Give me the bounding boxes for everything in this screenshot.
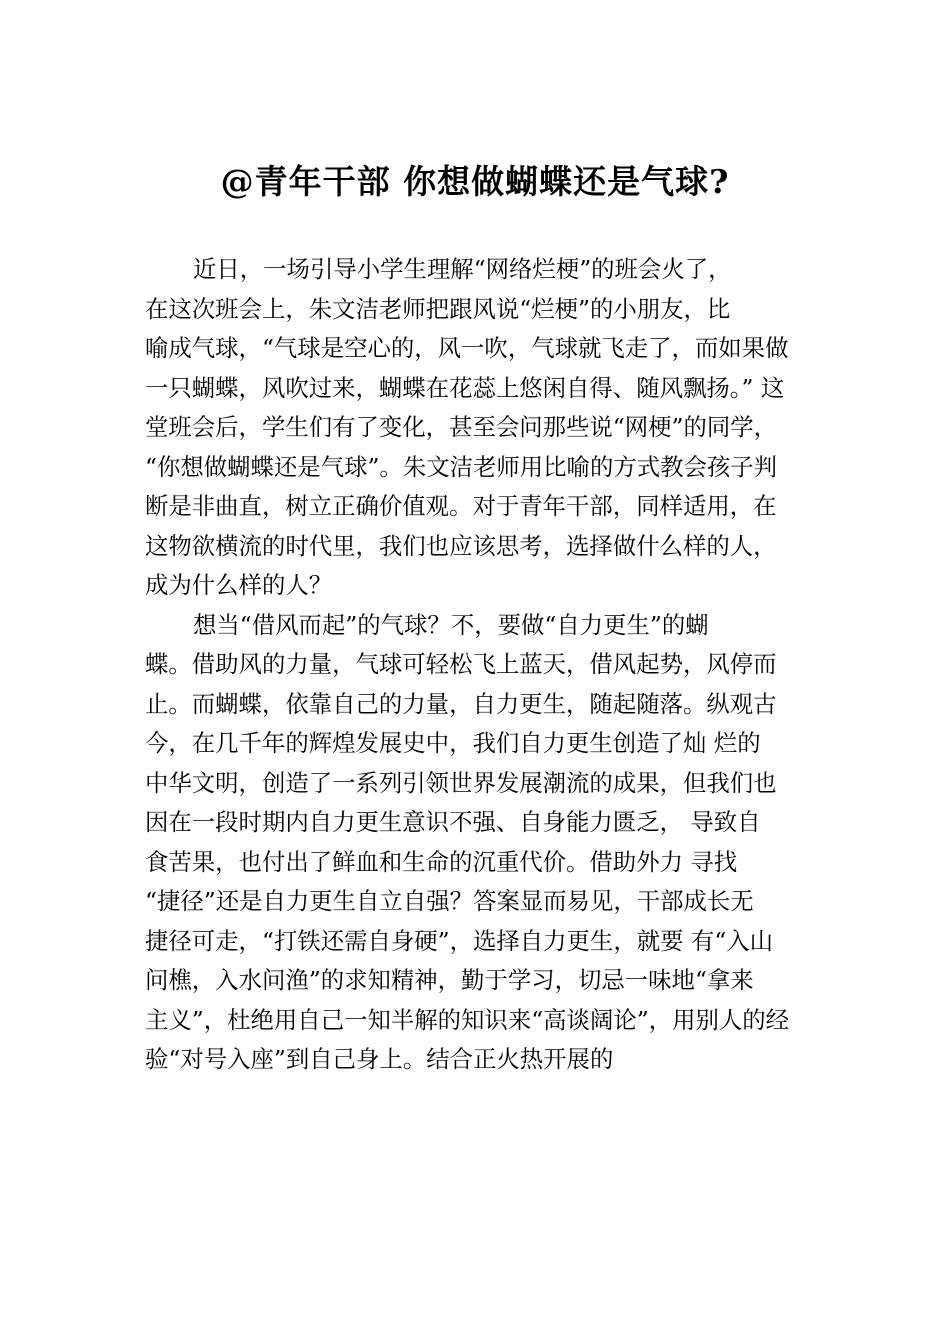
text-line: “你想做蝴蝶还是气球”。朱文洁老师用比喻的方式教会孩子判	[145, 452, 778, 481]
text-line: 一只蝴蝶，风吹过来，蝴蝶在花蕊上悠闲自得、随风飘扬。” 这	[145, 373, 785, 402]
text-line: 问樵，入水问渔”的求知精神，勤于学习，切忌一味地“拿来	[145, 966, 754, 994]
text-line: 今，在几千年的辉煌发展史中，我们自力更生创造了灿 烂的	[145, 729, 761, 757]
text-line: 断是非曲直，树立正确价值观。对于青年干部，同样适用，在	[145, 492, 777, 520]
text-line: 想当“借风而起”的气球？不，要做“自力更生”的蝴	[193, 610, 709, 639]
text-line: “捷径”还是自力更生自立自强？答案显而易见，干部成长无	[145, 887, 754, 915]
text-line: 在这次班会上，朱文洁老师把跟风说“烂梗”的小朋友，比	[145, 294, 731, 323]
article-body	[145, 250, 845, 1080]
paragraph-1	[145, 250, 845, 606]
text-line: 捷径可走，“打铁还需自身硬”，选择自力更生，就要 有“入山	[145, 926, 774, 955]
article-title: @青年干部 你想做蝴蝶还是气球?	[220, 162, 730, 201]
text-line: 成为什么样的人？	[145, 571, 333, 599]
text-line: 近日，一场引导小学生理解“网络烂梗”的班会火了，	[193, 255, 732, 283]
text-line: 止。而蝴蝶，依靠自己的力量，自力更生，随起随落。纵观古	[145, 689, 777, 718]
text-line: 验“对号入座”到自己身上。结合正火热开展的	[145, 1045, 614, 1073]
text-line: 主义”，杜绝用自己一知半解的知识来“高谈阔论”，用别人的经	[145, 1005, 790, 1034]
text-line: 因在一段时期内自力更生意识不强、自身能力匮乏， 导致自	[145, 808, 761, 836]
text-line: 这物欲横流的时代里，我们也应该思考，选择做什么样的人，	[145, 531, 777, 560]
text-line: 食苦果，也付出了鲜血和生命的沉重代价。借助外力 寻找	[145, 847, 738, 876]
text-line: 堂班会后，学生们有了变化，甚至会问那些说“网梗”的同学，	[145, 413, 778, 441]
text-line: 中华文明，创造了一系列引领世界发展潮流的成果，但我们也	[145, 768, 777, 797]
paragraph-2	[145, 606, 845, 1080]
text-line: 蝶。借助风的力量，气球可轻松飞上蓝天，借风起势，风停而	[145, 650, 777, 678]
text-line: 喻成气球，“气球是空心的，风一吹，气球就飞走了，而如果做	[145, 334, 789, 362]
